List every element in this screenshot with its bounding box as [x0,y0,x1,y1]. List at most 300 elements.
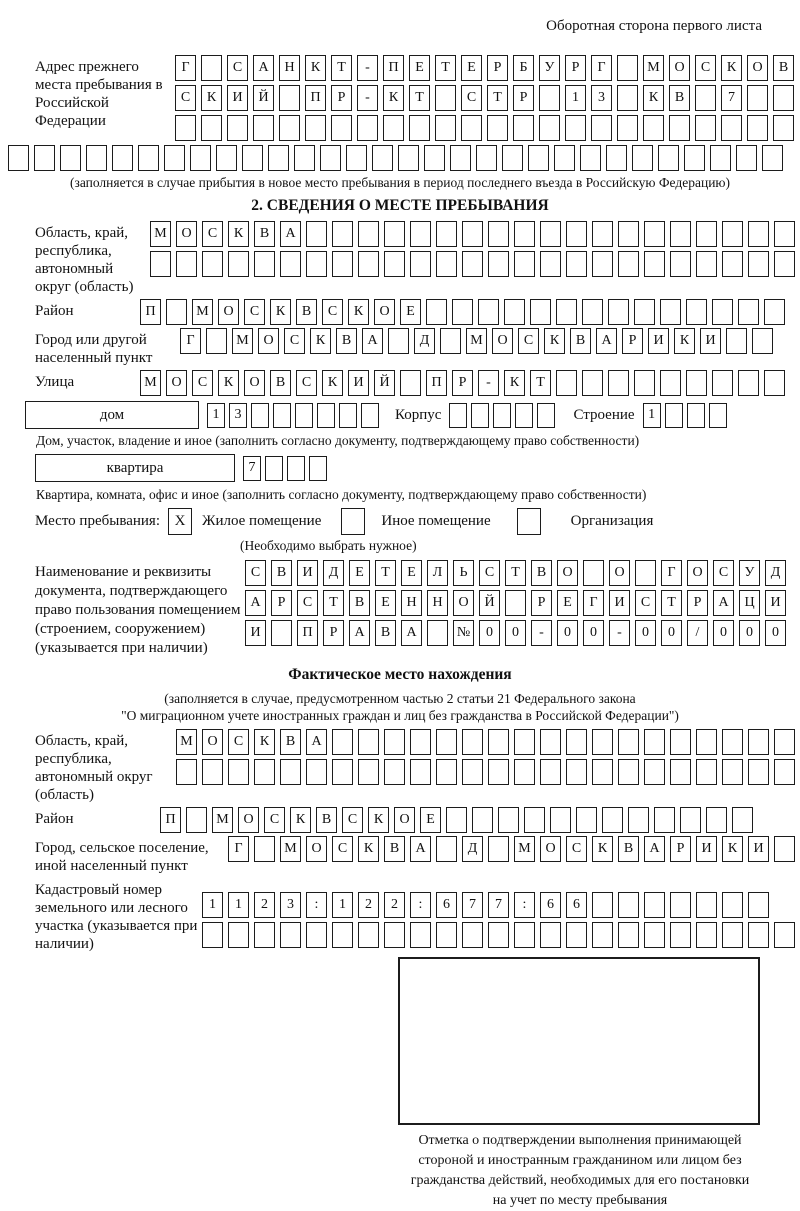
char-box[interactable] [487,115,508,141]
char-box[interactable] [696,892,717,918]
char-box[interactable] [722,251,743,277]
char-box[interactable] [384,759,405,785]
char-box[interactable] [461,115,482,141]
char-box[interactable]: И [227,85,248,111]
char-box[interactable] [618,729,639,755]
char-box[interactable]: О [394,807,415,833]
char-box[interactable]: П [160,807,181,833]
ulitsa-row[interactable] [140,370,790,396]
char-box[interactable] [254,836,275,862]
char-box[interactable]: 0 [557,620,578,646]
char-box[interactable] [539,85,560,111]
char-box[interactable]: М [192,299,213,325]
char-box[interactable] [712,299,733,325]
char-box[interactable] [384,922,405,948]
char-box[interactable] [462,729,483,755]
char-box[interactable]: А [306,729,327,755]
char-box[interactable] [774,836,795,862]
char-box[interactable] [332,221,353,247]
char-box[interactable] [372,145,393,171]
char-box[interactable] [747,115,768,141]
char-box[interactable] [424,145,445,171]
char-box[interactable] [524,807,545,833]
char-box[interactable]: Т [331,55,352,81]
char-box[interactable]: В [384,836,405,862]
char-box[interactable]: М [466,328,487,354]
char-box[interactable] [287,456,305,481]
char-box[interactable] [331,115,352,141]
char-box[interactable]: Р [487,55,508,81]
char-box[interactable]: У [739,560,760,586]
char-box[interactable]: В [296,299,317,325]
char-box[interactable]: П [383,55,404,81]
char-box[interactable]: К [305,55,326,81]
char-box[interactable] [384,251,405,277]
char-box[interactable] [592,729,613,755]
char-box[interactable]: № [453,620,474,646]
char-box[interactable] [635,560,656,586]
char-box[interactable]: С [479,560,500,586]
char-box[interactable] [669,115,690,141]
char-box[interactable] [436,251,457,277]
char-box[interactable] [654,807,675,833]
char-box[interactable]: С [202,221,223,247]
char-box[interactable] [488,922,509,948]
char-box[interactable] [556,370,577,396]
char-box[interactable]: Р [622,328,643,354]
char-box[interactable] [216,145,237,171]
char-box[interactable]: С [227,55,248,81]
char-box[interactable]: С [342,807,363,833]
gorod-row[interactable] [180,328,778,354]
char-box[interactable]: О [557,560,578,586]
char-box[interactable]: Г [583,590,604,616]
char-box[interactable] [436,729,457,755]
char-box[interactable] [680,807,701,833]
char-box[interactable] [514,221,535,247]
char-box[interactable]: И [765,590,786,616]
char-box[interactable] [748,729,769,755]
char-box[interactable]: М [176,729,197,755]
char-box[interactable] [774,221,795,247]
char-box[interactable]: / [687,620,708,646]
char-box[interactable] [273,403,291,428]
char-box[interactable]: 0 [583,620,604,646]
char-box[interactable]: С [284,328,305,354]
char-box[interactable] [280,251,301,277]
char-box[interactable] [384,221,405,247]
char-box[interactable] [60,145,81,171]
char-box[interactable]: - [357,85,378,111]
char-box[interactable] [176,251,197,277]
char-box[interactable] [644,251,665,277]
char-box[interactable]: К [358,836,379,862]
char-box[interactable] [228,759,249,785]
char-box[interactable] [436,759,457,785]
char-box[interactable] [539,115,560,141]
char-box[interactable] [112,145,133,171]
char-box[interactable] [628,807,649,833]
char-box[interactable] [774,922,795,948]
char-box[interactable] [617,55,638,81]
char-box[interactable] [435,85,456,111]
char-box[interactable] [440,328,461,354]
char-box[interactable]: М [212,807,233,833]
char-box[interactable] [670,251,691,277]
char-box[interactable] [696,221,717,247]
prev-address-row-1[interactable] [175,55,799,81]
char-box[interactable]: О [609,560,630,586]
char-box[interactable] [435,115,456,141]
char-box[interactable]: А [253,55,274,81]
char-box[interactable] [618,892,639,918]
char-box[interactable]: С [635,590,656,616]
char-box[interactable]: 0 [479,620,500,646]
char-box[interactable]: М [514,836,535,862]
char-box[interactable] [358,729,379,755]
char-box[interactable]: Г [228,836,249,862]
char-box[interactable] [253,115,274,141]
char-box[interactable] [488,251,509,277]
char-box[interactable] [427,620,448,646]
char-box[interactable]: К [504,370,525,396]
char-box[interactable] [540,759,561,785]
char-box[interactable] [513,115,534,141]
char-box[interactable] [265,456,283,481]
char-box[interactable]: 0 [505,620,526,646]
char-box[interactable]: С [244,299,265,325]
char-box[interactable]: И [648,328,669,354]
char-box[interactable]: А [410,836,431,862]
char-box[interactable]: 1 [207,403,225,428]
char-box[interactable] [295,403,313,428]
char-box[interactable]: Т [375,560,396,586]
char-box[interactable]: С [695,55,716,81]
doc-row-3[interactable] [245,620,791,646]
char-box[interactable]: В [773,55,794,81]
char-box[interactable] [166,299,187,325]
char-box[interactable] [471,403,489,428]
char-box[interactable] [537,403,555,428]
char-box[interactable]: 0 [661,620,682,646]
char-box[interactable]: К [270,299,291,325]
char-box[interactable] [409,115,430,141]
char-box[interactable] [498,807,519,833]
char-box[interactable] [764,299,785,325]
char-box[interactable]: С [264,807,285,833]
char-box[interactable] [410,759,431,785]
char-box[interactable] [462,221,483,247]
char-box[interactable] [618,759,639,785]
char-box[interactable]: О [218,299,239,325]
char-box[interactable]: 2 [358,892,379,918]
char-box[interactable] [436,221,457,247]
char-box[interactable] [592,892,613,918]
char-box[interactable]: - [531,620,552,646]
char-box[interactable] [202,922,223,948]
char-box[interactable] [592,251,613,277]
char-box[interactable]: Е [401,560,422,586]
char-box[interactable] [462,251,483,277]
char-box[interactable]: Р [331,85,352,111]
char-box[interactable] [530,299,551,325]
char-box[interactable] [592,221,613,247]
char-box[interactable] [540,922,561,948]
char-box[interactable] [34,145,55,171]
char-box[interactable]: В [336,328,357,354]
char-box[interactable]: 0 [739,620,760,646]
char-box[interactable] [488,759,509,785]
char-box[interactable]: В [316,807,337,833]
stroenie-boxes[interactable] [643,403,731,428]
char-box[interactable]: С [322,299,343,325]
char-box[interactable] [634,370,655,396]
prev-address-row-3[interactable] [175,115,799,141]
char-box[interactable]: Р [452,370,473,396]
doc-row-2[interactable] [245,590,791,616]
char-box[interactable] [670,759,691,785]
char-box[interactable] [695,115,716,141]
char-box[interactable]: А [401,620,422,646]
char-box[interactable] [357,115,378,141]
char-box[interactable] [306,251,327,277]
char-box[interactable] [726,328,747,354]
char-box[interactable] [279,85,300,111]
dom-number-boxes[interactable] [207,403,383,428]
char-box[interactable] [202,759,223,785]
char-box[interactable] [774,759,795,785]
char-box[interactable] [632,145,653,171]
char-box[interactable] [306,221,327,247]
char-box[interactable]: 3 [229,403,247,428]
char-box[interactable]: Д [765,560,786,586]
char-box[interactable] [164,145,185,171]
char-box[interactable] [306,922,327,948]
char-box[interactable]: И [609,590,630,616]
char-box[interactable]: П [426,370,447,396]
char-box[interactable]: В [618,836,639,862]
char-box[interactable] [644,922,665,948]
char-box[interactable] [436,836,457,862]
char-box[interactable]: А [596,328,617,354]
char-box[interactable]: О [306,836,327,862]
char-box[interactable] [358,251,379,277]
char-box[interactable]: И [748,836,769,862]
char-box[interactable] [722,221,743,247]
char-box[interactable]: Н [427,590,448,616]
factual-gorod-row[interactable] [228,836,800,862]
char-box[interactable] [251,403,269,428]
kadastr-row-1[interactable] [202,892,800,918]
char-box[interactable]: П [297,620,318,646]
char-box[interactable] [138,145,159,171]
char-box[interactable]: О [669,55,690,81]
char-box[interactable]: 2 [254,892,275,918]
char-box[interactable] [186,807,207,833]
char-box[interactable] [306,759,327,785]
char-box[interactable]: Й [253,85,274,111]
char-box[interactable] [566,759,587,785]
checkbox-inoe[interactable] [341,508,365,535]
char-box[interactable]: Т [530,370,551,396]
char-box[interactable] [505,590,526,616]
char-box[interactable]: А [349,620,370,646]
char-box[interactable]: П [140,299,161,325]
char-box[interactable] [478,299,499,325]
char-box[interactable]: О [258,328,279,354]
char-box[interactable]: У [539,55,560,81]
char-box[interactable] [450,145,471,171]
char-box[interactable] [388,328,409,354]
char-box[interactable]: К [368,807,389,833]
prev-address-row-4[interactable] [8,145,800,171]
char-box[interactable] [339,403,357,428]
char-box[interactable]: К [254,729,275,755]
char-box[interactable] [502,145,523,171]
char-box[interactable] [710,145,731,171]
char-box[interactable]: О [747,55,768,81]
char-box[interactable] [332,251,353,277]
char-box[interactable] [565,115,586,141]
checkbox-org[interactable] [517,508,541,535]
char-box[interactable] [566,251,587,277]
char-box[interactable]: М [232,328,253,354]
char-box[interactable] [617,85,638,111]
char-box[interactable]: Е [420,807,441,833]
char-box[interactable] [592,922,613,948]
char-box[interactable] [592,759,613,785]
char-box[interactable]: 1 [332,892,353,918]
char-box[interactable]: К [722,836,743,862]
char-box[interactable]: С [332,836,353,862]
char-box[interactable]: Д [414,328,435,354]
char-box[interactable] [738,299,759,325]
char-box[interactable]: К [228,221,249,247]
char-box[interactable] [493,403,511,428]
char-box[interactable]: К [290,807,311,833]
char-box[interactable] [268,145,289,171]
char-box[interactable] [618,922,639,948]
char-box[interactable]: 2 [384,892,405,918]
char-box[interactable] [452,299,473,325]
char-box[interactable] [706,807,727,833]
char-box[interactable] [748,922,769,948]
char-box[interactable] [695,85,716,111]
char-box[interactable]: - [478,370,499,396]
char-box[interactable] [580,145,601,171]
char-box[interactable]: Е [409,55,430,81]
char-box[interactable]: С [518,328,539,354]
char-box[interactable] [176,759,197,785]
char-box[interactable]: О [540,836,561,862]
char-box[interactable] [696,922,717,948]
char-box[interactable]: В [270,370,291,396]
char-box[interactable] [665,403,683,428]
char-box[interactable]: 0 [765,620,786,646]
char-box[interactable] [504,299,525,325]
char-box[interactable] [242,145,263,171]
char-box[interactable] [515,403,533,428]
char-box[interactable] [566,922,587,948]
char-box[interactable] [644,221,665,247]
char-box[interactable] [608,299,629,325]
char-box[interactable]: Н [401,590,422,616]
korpus-boxes[interactable] [449,403,559,428]
char-box[interactable] [488,221,509,247]
char-box[interactable]: 6 [540,892,561,918]
char-box[interactable]: Г [180,328,201,354]
char-box[interactable] [449,403,467,428]
char-box[interactable] [358,759,379,785]
char-box[interactable]: : [514,892,535,918]
char-box[interactable]: И [297,560,318,586]
prev-address-row-2[interactable] [175,85,799,111]
char-box[interactable]: 1 [228,892,249,918]
char-box[interactable] [608,370,629,396]
char-box[interactable] [618,251,639,277]
char-box[interactable]: 6 [566,892,587,918]
char-box[interactable] [748,221,769,247]
char-box[interactable] [566,729,587,755]
char-box[interactable] [696,251,717,277]
char-box[interactable] [764,370,785,396]
char-box[interactable]: 6 [436,892,457,918]
char-box[interactable] [591,115,612,141]
char-box[interactable]: Р [271,590,292,616]
char-box[interactable]: 0 [635,620,656,646]
char-box[interactable] [696,729,717,755]
char-box[interactable] [643,115,664,141]
char-box[interactable] [8,145,29,171]
char-box[interactable]: 1 [643,403,661,428]
char-box[interactable]: 7 [243,456,261,481]
char-box[interactable]: В [375,620,396,646]
raion-row[interactable] [140,299,790,325]
char-box[interactable]: И [700,328,721,354]
char-box[interactable] [660,299,681,325]
char-box[interactable]: О [244,370,265,396]
char-box[interactable] [550,807,571,833]
char-box[interactable]: Е [557,590,578,616]
char-box[interactable] [86,145,107,171]
char-box[interactable]: Т [505,560,526,586]
char-box[interactable] [294,145,315,171]
char-box[interactable]: Т [435,55,456,81]
char-box[interactable]: К [674,328,695,354]
factual-raion-row[interactable] [160,807,758,833]
char-box[interactable]: 3 [280,892,301,918]
char-box[interactable]: Г [591,55,612,81]
char-box[interactable]: О [238,807,259,833]
char-box[interactable] [554,145,575,171]
char-box[interactable]: Д [323,560,344,586]
char-box[interactable]: С [297,590,318,616]
char-box[interactable] [398,145,419,171]
char-box[interactable]: М [150,221,171,247]
char-box[interactable] [271,620,292,646]
char-box[interactable] [254,251,275,277]
char-box[interactable] [670,922,691,948]
char-box[interactable]: Р [531,590,552,616]
char-box[interactable]: А [362,328,383,354]
char-box[interactable]: Р [687,590,708,616]
char-box[interactable]: 3 [591,85,612,111]
char-box[interactable]: 7 [721,85,742,111]
char-box[interactable]: К [721,55,742,81]
char-box[interactable] [773,115,794,141]
char-box[interactable] [617,115,638,141]
char-box[interactable] [747,85,768,111]
